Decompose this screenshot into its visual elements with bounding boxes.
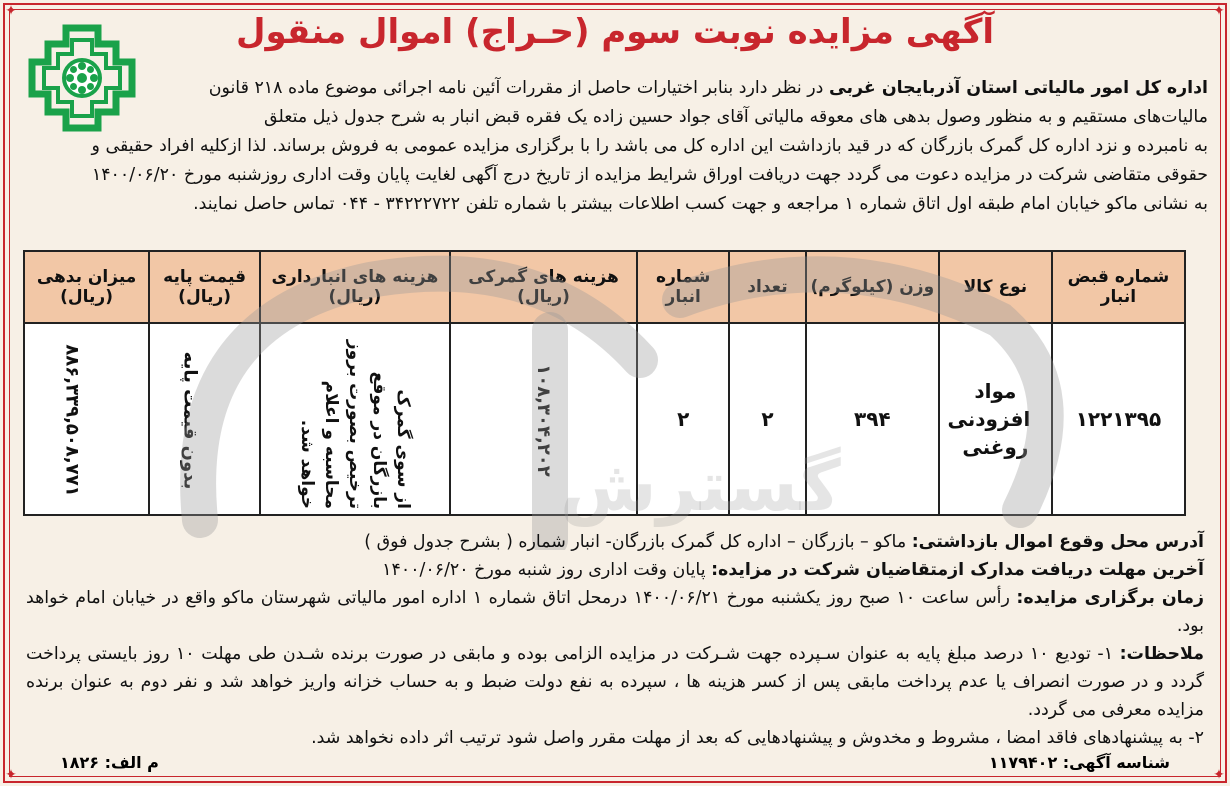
debt-text: ۸۸۶,۳۳۹,۵۰۸,۷۷۱ [61, 344, 83, 497]
header-count: تعداد [729, 251, 806, 323]
header-debt: میزان بدهی (ریال) [24, 251, 149, 323]
base-price-text: بدون قیمت پایه [179, 351, 201, 490]
corner-ornament-icon: ✦ [5, 3, 17, 19]
deadline-value: پایان وقت اداری روز شنبه مورخ ۱۴۰۰/۰۶/۲۰ [382, 560, 712, 580]
note-1: ۱- تودیع ۱۰ درصد مبلغ پایه به عنوان سـپرده جهت شـرکت در مزایده الزامی بوده و مابقی در صورت برنده شـدن طی مهلت ۱۰ روز بایستی پرداخت گردد و در صورت انصراف یا عدم پرداخت مابقی پس از کسر هزینه ها ، سپرده به نفع دولت ضبط و به حساب خزانه واریز خواهد شد و نفر دوم به عنوان برنده مزایده معرفی می گردد. [26, 644, 1204, 720]
organization-name: اداره کل امور مالیاتی استان آذربایجان غربی [828, 78, 1208, 98]
intro-line: در نظر دارد بنابر اختیارات حاصل از مقررات آئین نامه اجرائی موضوع ماده ۲۱۸ قانون [208, 78, 829, 98]
time-line [26, 584, 1204, 640]
storage-cost-text: از سوی گمرک بازرگان در موقع ترخیص بصورت بروز محاسبه و اعلام خواهد شد. [296, 339, 413, 509]
address-line [26, 528, 1204, 556]
corner-ornament-icon: ✦ [1213, 3, 1225, 19]
table-row [24, 323, 1185, 515]
intro-paragraph [26, 74, 1208, 219]
notes-line [26, 640, 1204, 724]
deadline-label: آخرین مهلت دریافت مدارک ازمتقاضیان شرکت در مزایده: [711, 560, 1204, 580]
cell-count: ۲ [729, 323, 806, 515]
cell-customs-cost [450, 323, 638, 515]
ad-id: شناسه آگهی: ۱۱۷۹۴۰۲ [988, 753, 1170, 772]
auction-table [23, 250, 1186, 516]
cell-receipt-no: ۱۲۲۱۳۹۵ [1052, 323, 1185, 515]
item-type-text: مواد افزودنی روغنی [947, 379, 1031, 459]
intro-line: مالیات‌های مستقیم و به منظور وصول بدهی های معوقه مالیاتی آقای جواد حسین زاده یک فقره قبض انبار به شرح جدول ذیل متعلق [264, 107, 1208, 127]
address-label: آدرس محل وقوع اموال بازداشتی: [911, 532, 1204, 552]
header-storage-cost: هزینه های انبارداری (ریال) [260, 251, 450, 323]
cell-weight: ۳۹۴ [806, 323, 939, 515]
intro-line: به نامبرده و نزد اداره کل گمرک بازرگان که در قید بازداشت این اداره کل می باشد را با برگزاری مزایده عمومی به فروش برساند. لذا ازکلیه افراد حقیقی و [91, 136, 1208, 156]
header-receipt-no: شماره قبض انبار [1052, 251, 1185, 323]
address-value: ماکو – بازرگان – اداره کل گمرک بازرگان- انبار شماره ( بشرح جدول فوق ) [364, 532, 912, 552]
time-label: زمان برگزاری مزایده: [1016, 588, 1204, 608]
footer-section [26, 528, 1204, 752]
cell-base-price [149, 323, 260, 515]
header-item-type: نوع کالا [939, 251, 1052, 323]
cell-warehouse-no: ۲ [637, 323, 729, 515]
watermark-text: گسترش [560, 445, 841, 527]
header-weight: وزن (کیلوگرم) [806, 251, 939, 323]
cell-storage-cost [260, 323, 450, 515]
corner-ornament-icon: ✦ [5, 767, 17, 783]
header-customs-cost: هزینه های گمرکی (ریال) [450, 251, 638, 323]
corner-ornament-icon: ✦ [1213, 767, 1225, 783]
note-2-line [26, 724, 1204, 752]
page-title: آگهی مزایده نوبت سوم (حـراج) اموال منقول [235, 12, 995, 52]
table-header-row [24, 251, 1185, 323]
notes-label: ملاحظات: [1119, 644, 1204, 664]
customs-cost-text: ۱۰۸,۳۰۴,۲۰۲ [533, 364, 554, 477]
deadline-line [26, 556, 1204, 584]
cell-item-type [939, 323, 1052, 515]
intro-line: حقوقی متقاضی شرکت در مزایده دعوت می گردد جهت دریافت اوراق شرایط مزایده از تاریخ درج آگهی لغایت پایان وقت اداری روزشنبه مورخ ۱۴۰۰/۰۶/۲۰ [91, 165, 1208, 185]
intro-line: به نشانی ماکو خیابان امام طبقه اول اتاق شماره ۱ مراجعه و جهت کسب اطلاعات بیشتر با شماره تلفن ۳۴۲۲۲۷۲۲ - ۰۴۴ تماس حاصل نمایند. [193, 194, 1208, 214]
time-value: رأس ساعت ۱۰ صبح روز یکشنبه مورخ ۱۴۰۰/۰۶/۲۱ درمحل اتاق شماره ۱ اداره امور مالیاتی شهرستان ماکو واقع در خیابان امام خواهد بود. [26, 588, 1204, 636]
note-2: ۲- به پیشنهادهای فاقد امضا ، مشروط و مخدوش و پیشنهادهایی که بعد از مهلت مقرر واصل شود ترتیب اثر داده نخواهد شد. [311, 728, 1204, 748]
publication-code: م الف: ۱۸۲۶ [60, 753, 159, 772]
header-base-price: قیمت پایه (ریال) [149, 251, 260, 323]
header-warehouse-no: شماره انبار [637, 251, 729, 323]
